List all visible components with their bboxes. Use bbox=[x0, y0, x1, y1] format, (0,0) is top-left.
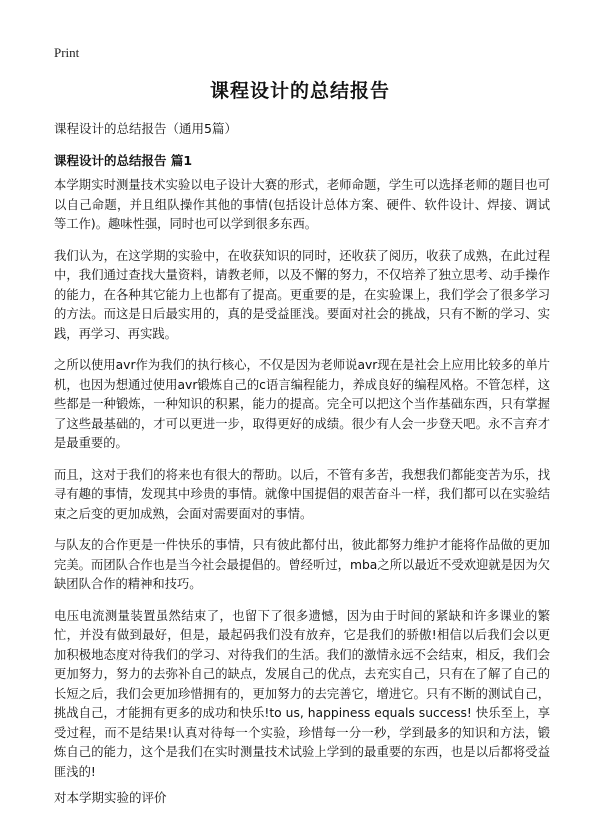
paragraph-6: 电压电流测量装置虽然结束了，也留下了很多遗憾，因为由于时间的紧缺和许多课业的繁忙，并没有做到最好，但是，最起码我们没有放弃，它是我们的骄傲!相信以后我们会以更加积极地态度对待我们的学习、对待我们的生活。我们的激情永远不会结束，相反，我们会更加努力，努力的去弥补自己的缺点，发展自己的优点，去充实自己，只有在了解了自己的长短之后，我们会更加珍惜拥有的，更加努力的去完善它，增进它。只有不断的测试自己，挑战自己，才能拥有更多的成功和快乐!to us, happiness equals success! 快乐至上，享受过程，而不是结果!认真对待每一个实验，珍惜每一分一秒，学到最多的知识和方法，锻炼自己的能力，这个是我们在实时测量技术试验上学到的最重要的东西，也是以后都将受益匪浅的! bbox=[54, 608, 550, 779]
paragraph-4: 而且，这对于我们的将来也有很大的帮助。以后，不管有多苦，我想我们都能变苦为乐，找寻有趣的事情，发现其中珍贵的事情。就像中国提倡的艰苦奋斗一样，我们都可以在实验结束之后变的更加成熟，会面对需要面对的事情。 bbox=[54, 467, 550, 521]
next-section-label: 对本学期实验的评价 bbox=[54, 790, 167, 805]
paragraph-2: 我们认为，在这学期的实验中，在收获知识的同时，还收获了阅历，收获了成熟，在此过程中，我们通过查找大量资料，请教老师，以及不懈的努力，不仅培养了独立思考、动手操作的能力，在各种其它能力上也都有了提高。更重要的是，在实验课上，我们学会了很多学习的方法。而这是日后最实用的，真的是受益匪浅。要面对社会的挑战，只有不断的学习、实践，再学习、再实践。 bbox=[54, 248, 550, 341]
paragraph-3: 之所以使用avr作为我们的执行核心，不仅是因为老师说avr现在是社会上应用比较多的单片机，也因为想通过使用avr锻炼自己的c语言编程能力，养成良好的编程风格。不管怎样，这些都是一种锻炼，一种知识的积累，能力的提高。完全可以把这个当作基础东西，只有掌握了这些最基础的，才可以更进一步，取得更好的成绩。很少有人会一步登天吧。永不言弃才是最重要的。 bbox=[54, 358, 550, 450]
page-title: 课程设计的总结报告 bbox=[209, 80, 390, 102]
article-heading: 课程设计的总结报告 篇1 bbox=[54, 153, 193, 168]
paragraph-1: 本学期实时测量技术实验以电子设计大赛的形式，老师命题，学生可以选择老师的题目也可以自己命题，并且组队操作其他的事情(包括设计总体方案、硬件、软件设计、焊接、调试等工作)。趣味性强，同时也可以学到很多东西。 bbox=[54, 178, 550, 231]
document-subtitle: 课程设计的总结报告（通用5篇） bbox=[54, 121, 237, 136]
print-label: Print bbox=[54, 45, 80, 60]
paragraph-5: 与队友的合作更是一件快乐的事情，只有彼此都付出，彼此都努力维护才能将作品做的更加完美。而团队合作也是当今社会最提倡的。曾经听过，mba之所以最近不受欢迎就是因为欠缺团队合作的精神和技巧。 bbox=[54, 538, 550, 591]
article-body bbox=[54, 176, 550, 794]
